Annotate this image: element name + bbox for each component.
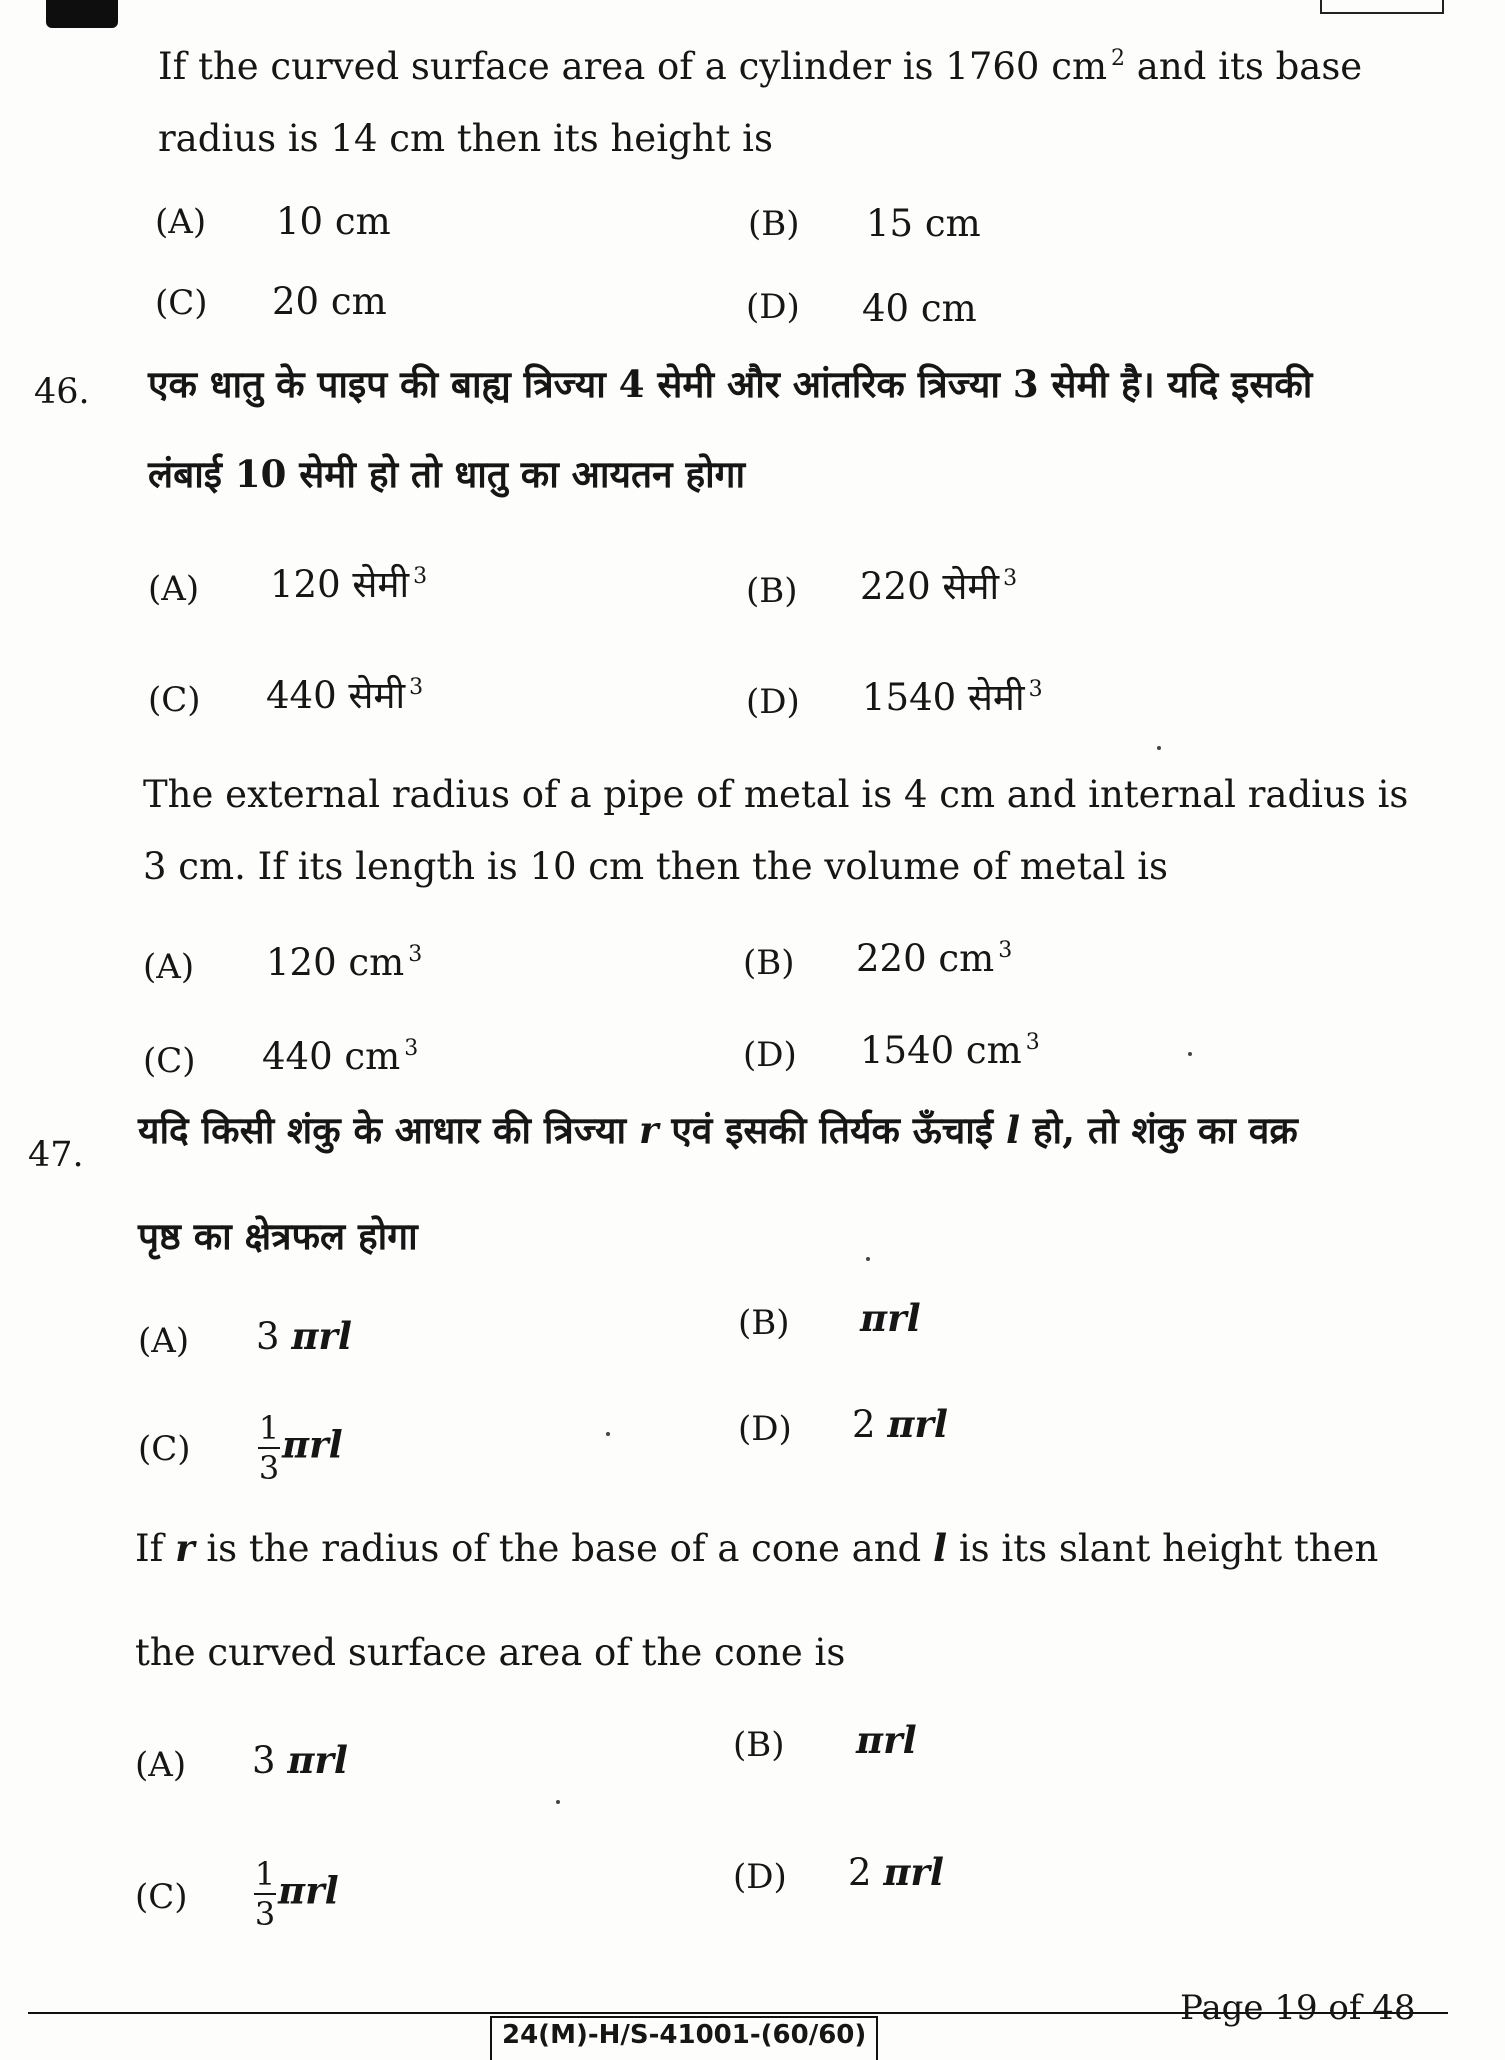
q45-option-a-label: (A) [155, 202, 207, 242]
q46-english-option-d-text: 1540 cm $^3$ [860, 1029, 1040, 1072]
q46-hindi-option-a-text: 120 सेमी $^3$ [270, 563, 428, 606]
q46-english-line2: 3 cm. If its length is 10 cm then the volume of metal is [143, 845, 1169, 888]
q47-english-option-a-text: 3 πrl [252, 1738, 348, 1782]
q47-english-line2: the curved surface area of the cone is [135, 1631, 846, 1674]
q47-english-option-b-text: πrl [856, 1718, 917, 1762]
q45-option-b-text: 15 cm [866, 202, 981, 245]
scan-speck [556, 1800, 560, 1804]
q46-english-line1: The external radius of a pipe of metal is 4 cm and internal radius is [143, 773, 1409, 816]
page-number: Page 19 of 48 [1180, 1988, 1416, 2028]
q46-english-option-d-label: (D) [743, 1035, 797, 1075]
fraction: $\frac{1}{3}$ [254, 1855, 276, 1933]
q47-hindi-line1: यदि किसी शंकु के आधार की त्रिज्या r एवं इसकी तिर्यक ऊँचाई l हो, तो शंकु का वक्र [138, 1108, 1298, 1152]
q47-english-option-a-label: (A) [135, 1745, 187, 1785]
q45-text-line2: radius is 14 cm then its height is [158, 117, 773, 160]
corner-block-mark [46, 0, 118, 28]
top-right-bracket-mark [1320, 0, 1444, 14]
q47-hindi-option-c-text: $\frac{1}{3}$ πrl [258, 1409, 343, 1487]
q47-hindi-option-c-label: (C) [138, 1429, 191, 1469]
scan-speck [1188, 1052, 1192, 1056]
q47-english-option-c-label: (C) [135, 1877, 188, 1917]
q46-english-option-c-text: 440 cm $^3$ [262, 1035, 419, 1078]
q46-english-option-b-label: (B) [743, 943, 795, 983]
q47-hindi-line2: पृष्ठ का क्षेत्रफल होगा [138, 1214, 418, 1258]
scan-speck [866, 1257, 870, 1261]
q46-english-option-a-label: (A) [143, 947, 195, 987]
fraction: $\frac{1}{3}$ [258, 1409, 280, 1487]
q47-english-option-d-text: 2 πrl [848, 1850, 944, 1894]
q47-english-option-d-label: (D) [733, 1857, 787, 1897]
q46-hindi-option-d-label: (D) [746, 682, 800, 722]
q47-hindi-option-d-text: 2 πrl [852, 1402, 948, 1446]
q46-english-option-a-text: 120 cm $^3$ [266, 941, 423, 984]
q46-hindi-option-c-text: 440 सेमी $^3$ [266, 674, 424, 717]
q47-english-line1: If r is the radius of the base of a cone and l is its slant height then [135, 1526, 1379, 1570]
q47-hindi-option-a-label: (A) [138, 1321, 190, 1361]
q46-english-option-c-label: (C) [143, 1041, 196, 1081]
q47-english-option-c-text: $\frac{1}{3}$ πrl [254, 1855, 339, 1933]
q46-hindi-line2: लंबाई 10 सेमी हो तो धातु का आयतन होगा [148, 452, 746, 496]
q46-english-option-b-text: 220 cm $^3$ [856, 937, 1013, 980]
q47-hindi-option-d-label: (D) [738, 1409, 792, 1449]
q46-hindi-option-c-label: (C) [148, 680, 201, 720]
q47-english-option-b-label: (B) [733, 1725, 785, 1765]
q45-option-d-text: 40 cm [862, 287, 977, 330]
q46-number: 46. [34, 372, 90, 412]
q46-hindi-option-a-label: (A) [148, 569, 200, 609]
q45-text-line1: If the curved surface area of a cylinder is 1760 cm $^2$ and its base [158, 45, 1363, 88]
paper-code: 24(M)-H/S-41001-(60/60) [490, 2016, 878, 2060]
q45-option-c-label: (C) [155, 283, 208, 323]
q47-hindi-option-a-text: 3 πrl [256, 1314, 352, 1358]
scan-speck [606, 1432, 610, 1436]
q45-option-b-label: (B) [748, 204, 800, 244]
q46-hindi-option-b-text: 220 सेमी $^3$ [860, 565, 1018, 608]
q47-hindi-option-b-label: (B) [738, 1303, 790, 1343]
scan-speck [1157, 746, 1161, 750]
q45-option-c-text: 20 cm [272, 280, 387, 323]
q47-hindi-option-b-text: πrl [860, 1296, 921, 1340]
q47-number: 47. [28, 1135, 84, 1175]
q46-hindi-option-d-text: 1540 सेमी $^3$ [862, 676, 1043, 719]
q45-option-d-label: (D) [746, 287, 800, 327]
q46-hindi-option-b-label: (B) [746, 571, 798, 611]
q45-option-a-text: 10 cm [276, 200, 391, 243]
q46-hindi-line1: एक धातु के पाइप की बाह्य त्रिज्या 4 सेमी और आंतरिक त्रिज्या 3 सेमी है। यदि इसकी [148, 362, 1313, 406]
